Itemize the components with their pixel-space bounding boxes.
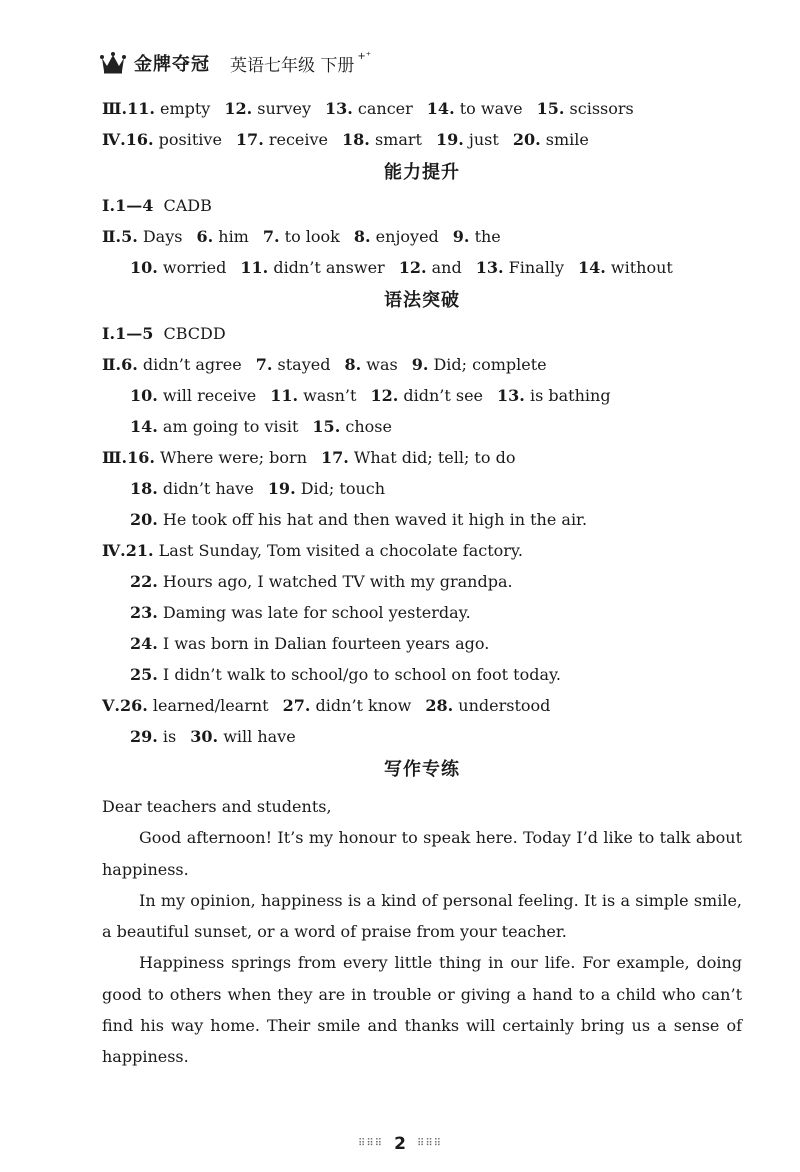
- answer-text: I was born in Dalian fourteen years ago.: [157, 634, 490, 653]
- roman-numeral: Ⅱ.: [102, 355, 122, 374]
- answer-text: him: [213, 227, 249, 246]
- question-number: 11.: [127, 99, 155, 118]
- question-number: 1—4: [115, 196, 154, 215]
- question-number: 14.: [577, 258, 606, 277]
- answer-text: to wave: [454, 99, 523, 118]
- answer-item: [126, 130, 222, 149]
- answer-text: didn’t know: [310, 696, 412, 715]
- answer-text: Hours ago, I watched TV with my grandpa.: [157, 572, 513, 591]
- question-number: 23.: [130, 603, 158, 622]
- roman-numeral: Ⅰ.: [102, 324, 116, 343]
- subject-title: 英语七年级 下册: [230, 55, 355, 76]
- answer-item: [115, 324, 226, 343]
- section-title-ability: 能力提升: [384, 162, 460, 183]
- question-number: 29.: [130, 727, 158, 746]
- answer-item: [127, 448, 307, 467]
- answer-text: and: [426, 258, 462, 277]
- answer-item: [344, 355, 397, 374]
- answer-line: [102, 504, 742, 535]
- question-number: 26.: [119, 696, 148, 715]
- answer-item: [263, 227, 340, 246]
- essay-paragraph: Happiness springs from every little thing in our life. For example, doing good to others when they are in trouble or giving a hand to a child who can’t find his way home. Their smile and thanks will certainly bring us a sense of happiness.: [102, 953, 742, 1067]
- page-footer: [0, 1133, 800, 1154]
- answer-item: [270, 386, 356, 405]
- question-number: 17.: [321, 448, 349, 467]
- essay-greeting: Dear teachers and students,: [102, 797, 332, 816]
- roman-numeral: Ⅲ.: [102, 99, 128, 118]
- answer-line: [102, 349, 742, 380]
- question-number: 27.: [282, 696, 311, 715]
- question-number: 9.: [411, 355, 429, 374]
- answer-item: [354, 227, 439, 246]
- answer-line: [102, 442, 742, 473]
- answer-text: Daming was late for school yesterday.: [157, 603, 471, 622]
- answer-line: [102, 93, 742, 124]
- answer-text: chose: [340, 417, 392, 436]
- question-number: 11.: [270, 386, 299, 405]
- page-header: [100, 48, 371, 78]
- answer-item: [130, 572, 513, 591]
- answer-text: to look: [279, 227, 340, 246]
- question-number: 7.: [262, 227, 280, 246]
- answer-item: [312, 417, 392, 436]
- essay: [102, 791, 742, 1073]
- question-number: 30.: [190, 727, 219, 746]
- answer-item: [399, 258, 462, 277]
- answer-text: smile: [540, 130, 589, 149]
- answer-line: [102, 721, 742, 752]
- answer-text: didn’t see: [398, 386, 484, 405]
- answer-text: I didn’t walk to school/go to school on foot today.: [157, 665, 561, 684]
- answer-text: scissors: [564, 99, 634, 118]
- answers-top: [102, 93, 742, 155]
- answer-text: empty: [154, 99, 211, 118]
- answer-text: Days: [137, 227, 183, 246]
- question-number: 18.: [130, 479, 158, 498]
- answer-text: enjoyed: [370, 227, 439, 246]
- question-number: 21.: [125, 541, 154, 560]
- question-number: 16.: [127, 448, 155, 467]
- answer-item: [325, 99, 413, 118]
- answer-line: [102, 124, 742, 155]
- question-number: 20.: [512, 130, 541, 149]
- answer-item: [126, 541, 523, 560]
- answer-line: [102, 252, 742, 283]
- answer-text: CBCDD: [153, 324, 226, 343]
- essay-paragraph: In my opinion, happiness is a kind of personal feeling. It is a simple smile, a beautiful sunset, or a word of praise from your teacher.: [102, 890, 742, 942]
- answer-item: [321, 448, 515, 467]
- answers-grammar: [102, 318, 742, 752]
- answer-text: Did; touch: [295, 479, 386, 498]
- answer-line: [102, 659, 742, 690]
- answer-item: [130, 417, 298, 436]
- answer-line: [102, 690, 742, 721]
- roman-numeral: Ⅱ.: [102, 227, 122, 246]
- answer-item: [256, 355, 331, 374]
- answer-text: wasn’t: [298, 386, 357, 405]
- answer-text: Did; complete: [428, 355, 547, 374]
- answer-item: [120, 696, 269, 715]
- answer-text: cancer: [352, 99, 413, 118]
- answer-text: am going to visit: [157, 417, 299, 436]
- roman-numeral: Ⅳ.: [102, 130, 126, 149]
- question-number: 8.: [353, 227, 371, 246]
- question-number: 11.: [240, 258, 269, 277]
- answer-item: [190, 727, 295, 746]
- answer-item: [130, 258, 226, 277]
- answer-line: [102, 190, 742, 221]
- question-number: 13.: [497, 386, 525, 405]
- answer-item: [436, 130, 499, 149]
- answer-line: [102, 318, 742, 349]
- answer-item: [497, 386, 611, 405]
- question-number: 22.: [130, 572, 158, 591]
- answer-item: [283, 696, 412, 715]
- question-number: 24.: [130, 634, 158, 653]
- question-number: 5.: [121, 227, 138, 246]
- answer-text: He took off his hat and then waved it high in the air.: [157, 510, 588, 529]
- answer-text: didn’t agree: [137, 355, 242, 374]
- answer-text: smart: [369, 130, 422, 149]
- answer-item: [130, 386, 256, 405]
- answer-item: [130, 603, 471, 622]
- question-number: 16.: [125, 130, 154, 149]
- section-title-writing: 写作专练: [384, 759, 460, 780]
- answer-item: [427, 99, 523, 118]
- answer-text: will receive: [157, 386, 257, 405]
- answer-item: [240, 258, 384, 277]
- answer-line: [102, 221, 742, 252]
- answer-item: [130, 634, 489, 653]
- answer-item: [130, 479, 254, 498]
- page-number: 2: [394, 1133, 406, 1154]
- question-number: 10.: [130, 386, 158, 405]
- answer-item: [476, 258, 564, 277]
- answer-text: survey: [252, 99, 311, 118]
- answer-content: [102, 93, 742, 1073]
- question-number: 12.: [398, 258, 427, 277]
- answer-item: [196, 227, 248, 246]
- answer-item: [224, 99, 311, 118]
- answer-text: understood: [453, 696, 551, 715]
- answer-item: [236, 130, 328, 149]
- answers-ability: [102, 190, 742, 283]
- answer-text: the: [469, 227, 501, 246]
- essay-paragraph: Good afternoon! It’s my honour to speak here. Today I’d like to talk about happiness.: [102, 828, 742, 879]
- answer-item: [412, 355, 547, 374]
- question-number: 6.: [196, 227, 214, 246]
- question-number: 15.: [312, 417, 341, 436]
- question-number: 7.: [255, 355, 273, 374]
- question-number: 15.: [536, 99, 565, 118]
- question-number: 25.: [130, 665, 158, 684]
- footer-dots-left: ⠿⠿⠿: [358, 1138, 383, 1149]
- answer-text: Finally: [503, 258, 564, 277]
- answer-text: didn’t have: [157, 479, 254, 498]
- answer-text: didn’t answer: [268, 258, 385, 277]
- question-number: 1—5: [115, 324, 154, 343]
- answer-text: worried: [157, 258, 227, 277]
- answer-item: [121, 227, 182, 246]
- answer-text: positive: [153, 130, 222, 149]
- answer-text: What did; tell; to do: [348, 448, 516, 467]
- answer-text: learned/learnt: [147, 696, 269, 715]
- answer-item: [130, 510, 587, 529]
- answer-text: without: [605, 258, 673, 277]
- answer-item: [130, 665, 561, 684]
- answer-item: [425, 696, 550, 715]
- roman-numeral: Ⅰ.: [102, 196, 116, 215]
- answer-item: [513, 130, 589, 149]
- answer-item: [121, 355, 242, 374]
- question-number: 14.: [426, 99, 455, 118]
- roman-numeral: Ⅳ.: [102, 541, 126, 560]
- question-number: 10.: [130, 258, 158, 277]
- answer-item: [537, 99, 634, 118]
- answer-item: [115, 196, 212, 215]
- answer-text: Where were; born: [154, 448, 307, 467]
- answer-text: will have: [218, 727, 296, 746]
- answer-line: [102, 597, 742, 628]
- answer-text: is: [157, 727, 177, 746]
- roman-numeral: Ⅴ.: [102, 696, 120, 715]
- answer-text: CADB: [153, 196, 212, 215]
- answer-text: was: [361, 355, 398, 374]
- section-title-grammar: 语法突破: [384, 290, 460, 311]
- answer-item: [453, 227, 501, 246]
- roman-numeral: Ⅲ.: [102, 448, 128, 467]
- answer-line: [102, 380, 742, 411]
- answer-line: [102, 628, 742, 659]
- answer-text: stayed: [272, 355, 331, 374]
- answer-line: [102, 473, 742, 504]
- question-number: 13.: [475, 258, 504, 277]
- answer-item: [130, 727, 176, 746]
- answer-item: [342, 130, 422, 149]
- question-number: 12.: [370, 386, 399, 405]
- answer-item: [127, 99, 210, 118]
- question-number: 28.: [425, 696, 454, 715]
- answer-text: receive: [263, 130, 329, 149]
- question-number: 14.: [130, 417, 158, 436]
- answer-line: [102, 566, 742, 597]
- question-number: 19.: [435, 130, 464, 149]
- question-number: 18.: [342, 130, 370, 149]
- question-number: 8.: [344, 355, 362, 374]
- question-number: 12.: [224, 99, 253, 118]
- question-number: 13.: [324, 99, 353, 118]
- answer-item: [578, 258, 673, 277]
- question-number: 17.: [235, 130, 264, 149]
- sparkle-icon: +⁺: [357, 50, 372, 62]
- question-number: 9.: [452, 227, 470, 246]
- brand-title: 金牌夺冠: [134, 54, 210, 75]
- answer-text: just: [463, 130, 499, 149]
- crown-icon: [100, 52, 126, 74]
- question-number: 6.: [121, 355, 138, 374]
- question-number: 20.: [130, 510, 158, 529]
- answer-item: [370, 386, 483, 405]
- footer-dots-right: ⠿⠿⠿: [417, 1138, 442, 1149]
- answer-item: [268, 479, 385, 498]
- answer-text: is bathing: [524, 386, 611, 405]
- answer-line: [102, 411, 742, 442]
- answer-text: Last Sunday, Tom visited a chocolate factory.: [153, 541, 523, 560]
- answer-line: [102, 535, 742, 566]
- question-number: 19.: [267, 479, 296, 498]
